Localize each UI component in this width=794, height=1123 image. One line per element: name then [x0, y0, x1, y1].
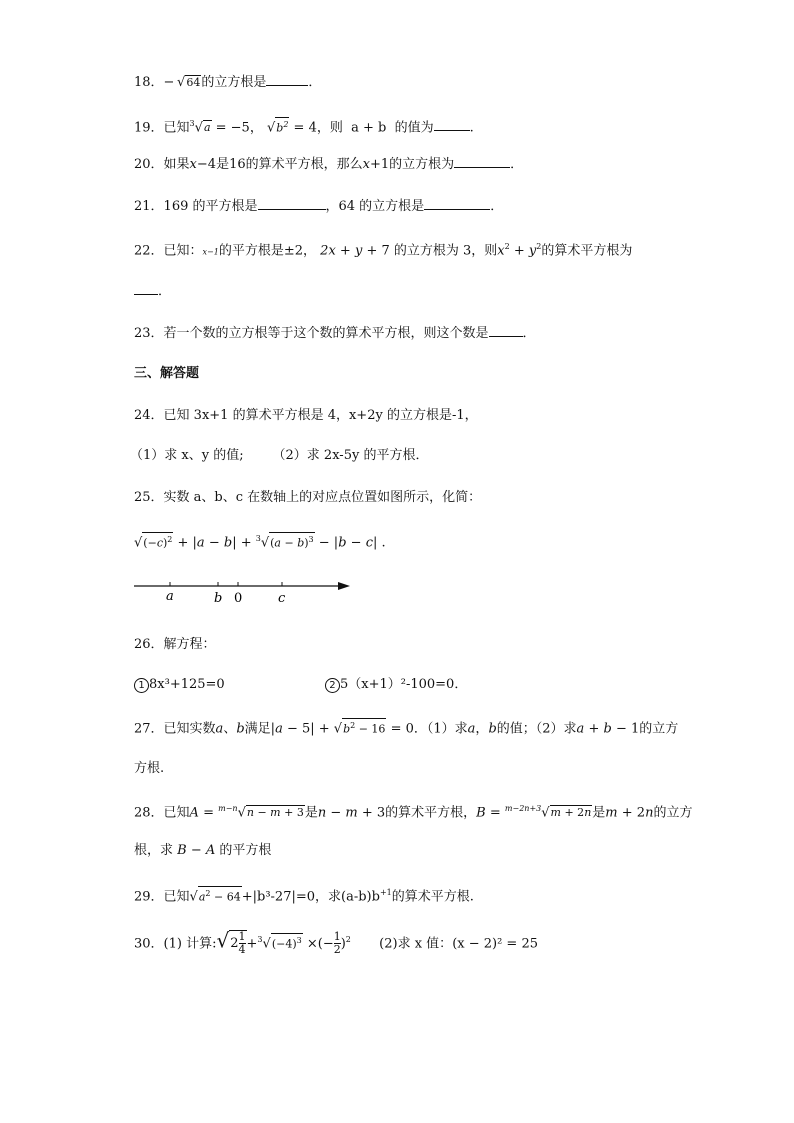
question-26-equations: 1 8x³+125=0 2 5（x+1）²-100=0． [134, 676, 674, 694]
question-19: 19．已知$^3$√a = −5， $√b^2 = 4$，则 a + b 的值为 . [134, 115, 674, 137]
question-28-cont: 根，求 B − A 的平方根 [134, 843, 272, 858]
question-18: 18．− √64的立方根是 ． [134, 75, 322, 90]
question-24-parts: （1）求 x、y 的值; （2）求 2x-5y 的平方根． [130, 448, 429, 463]
number-line-arrow [338, 582, 350, 590]
point-a-label: a [166, 589, 174, 604]
question-23: 23．若一个数的立方根等于这个数的算术平方根，则这个数是 ． [134, 326, 536, 341]
radicand: 64 [186, 76, 201, 89]
answer-blank[interactable] [266, 73, 308, 86]
question-22: 22．已知：x−1的平方根是±2， 2x + y + 7 的立方根为 3，则$x^2 + y^2$的算术平方根为 [134, 242, 633, 259]
number-line [134, 576, 356, 606]
answer-blank[interactable] [134, 282, 158, 295]
answer-blank[interactable] [489, 324, 523, 337]
section-heading: 三、解答题 [134, 366, 200, 381]
question-22-cont: ． [134, 282, 674, 301]
answer-blank[interactable] [424, 197, 490, 210]
question-28: 28．已知A = $^{m-n}$√n − m + 3是n − m + 3的算术平方根，B = $^{m-2n+3}$√m + 2n是m + 2n的立方 [134, 804, 693, 821]
origin-label: 0 [234, 591, 243, 606]
answer-blank[interactable] [434, 118, 470, 131]
question-27-cont: 方根. [134, 761, 165, 776]
point-c-label: c [278, 591, 286, 606]
question-21: 21．169 的平方根是 ，64 的立方根是 ． [134, 199, 504, 214]
question-25-expression: $√(-c)^2 + |a - b| + ^3√(a - b)^3 - |b - c|$ . [134, 530, 674, 552]
question-20: 20．如果x−4是16的算术平方根，那么x+1的立方根为 ． [134, 157, 524, 172]
question-27: 27．已知实数a、b满足$|a - 5| + √b^2 - 16 = 0$．（1）求a，b的值；（2）求a + b − 1的立方 [134, 718, 674, 739]
question-24: 24．已知 3x+1 的算术平方根是 4，x+2y 的立方根是-1， [134, 408, 478, 423]
point-b-label: b [214, 591, 223, 606]
question-25: 25．实数 a、b、c 在数轴上的对应点位置如图所示，化简： [134, 490, 482, 505]
answer-blank[interactable] [258, 197, 326, 210]
question-30: 30．(1) 计算:√2 $\frac{1}{4}$ $+^3√(-4)^3$ ×(− $\frac{1}{2}$ )$^2$ (2)求 x 值：(x − 2)² = 25 [134, 928, 539, 957]
question-29: 29．已知$√a^2 - 64+|b^3-27|=0$，求$(a-b)b^{+1}$的算术平方根. [134, 884, 674, 906]
circled-number-2: 2 [325, 678, 340, 693]
question-26: 26．解方程： [134, 637, 216, 652]
answer-blank[interactable] [454, 155, 510, 168]
circled-number-1: 1 [134, 678, 149, 693]
